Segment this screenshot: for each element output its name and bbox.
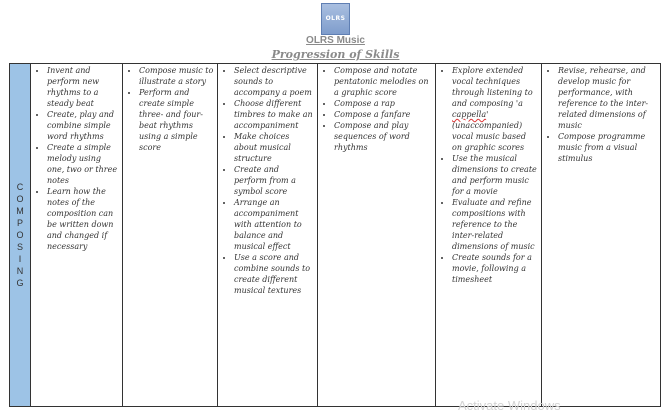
list-item: • Compose a fanfare bbox=[334, 109, 432, 120]
list-item bbox=[452, 65, 538, 153]
skills-table bbox=[9, 63, 661, 407]
list-item: • Learn how the notes of the composition can be written down and changed if necessary bbox=[47, 186, 119, 252]
list-item: • Use the musical dimensions to create and perform music for a movie bbox=[452, 153, 538, 197]
list-item: • Make choices about musical structure bbox=[234, 131, 314, 164]
column-2-list bbox=[125, 65, 214, 153]
list-item: • Perform and create simple three- and four-beat rhythms using a simple score bbox=[139, 87, 214, 153]
composing-side-label bbox=[10, 64, 31, 406]
school-logo bbox=[321, 3, 350, 35]
list-item: • Create and perform from a symbol score bbox=[234, 164, 314, 197]
list-item: • Create, play and combine simple word rhythms bbox=[47, 109, 119, 142]
list-item: • Evaluate and refine compositions with reference to the inter-related dimensions of music bbox=[452, 197, 538, 252]
list-item: • Invent and perform new rhythms to a steady beat bbox=[47, 65, 119, 109]
list-item: • Arrange an accompaniment with attention to balance and musical effect bbox=[234, 197, 314, 252]
list-item: • Compose programme music from a visual stimulus bbox=[558, 131, 657, 164]
activate-windows-watermark: Activate Windows bbox=[458, 398, 561, 413]
column-4-list bbox=[320, 65, 432, 153]
spelling-flagged-word: cappella bbox=[452, 110, 487, 119]
item-text-pre: 'a bbox=[515, 99, 523, 108]
list-item: • Create sounds for a movie, following a timesheet bbox=[452, 252, 538, 285]
column-5-list bbox=[438, 65, 538, 285]
column-4 bbox=[318, 64, 436, 406]
column-6 bbox=[542, 64, 660, 406]
list-item: • Use a score and combine sounds to create different musical textures bbox=[234, 252, 314, 296]
list-item: • Choose different timbres to make an accompaniment bbox=[234, 98, 314, 131]
list-item: • Compose and notate pentatonic melodies on a graphic score bbox=[334, 65, 432, 98]
side-label-text: COMPOSING bbox=[16, 182, 24, 288]
list-item: • Compose a rap bbox=[334, 98, 432, 109]
list-item: • Select descriptive sounds to accompany a poem bbox=[234, 65, 314, 98]
column-6-list bbox=[544, 65, 657, 164]
list-item: • Create a simple melody using one, two or three notes bbox=[47, 142, 119, 186]
column-1-list bbox=[33, 65, 119, 252]
list-item: • Compose music to illustrate a story bbox=[139, 65, 214, 87]
list-item: • Compose and play sequences of word rhythms bbox=[334, 120, 432, 153]
item-text-post: ' (unaccompanied) vocal music based on graphic scores bbox=[452, 110, 526, 152]
list-item: • Revise, rehearse, and develop music for performance, with reference to the inter-related dimensions of music bbox=[558, 65, 657, 131]
column-5 bbox=[436, 64, 542, 406]
document-title: Progression of Skills bbox=[271, 48, 400, 61]
column-1 bbox=[31, 64, 123, 406]
column-3 bbox=[218, 64, 318, 406]
column-2 bbox=[123, 64, 218, 406]
column-3-list bbox=[220, 65, 314, 296]
school-name: OLRS Music bbox=[306, 35, 365, 46]
item-text: Explore extended vocal techniques through listening to and composing bbox=[452, 66, 533, 108]
logo-text: OLRS bbox=[325, 15, 346, 22]
